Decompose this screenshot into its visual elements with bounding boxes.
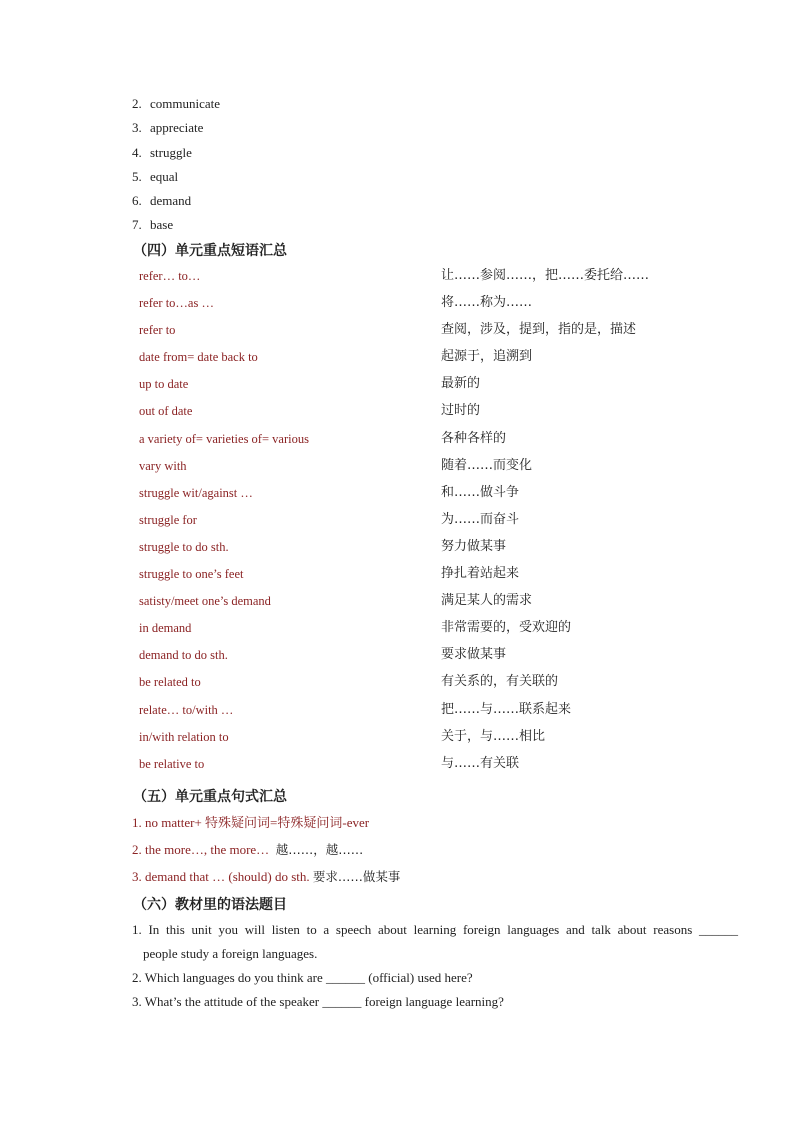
phrase-english: a variety of= varieties of= various — [139, 431, 309, 446]
sentence-pattern-english: 2. the more…, the more… — [132, 842, 270, 857]
list-item — [132, 167, 220, 191]
phrase-english: satisty/meet one’s demand — [139, 594, 271, 609]
item-number: 3. — [132, 120, 142, 136]
phrase-english: in demand — [139, 621, 192, 636]
phrase-row — [139, 726, 699, 753]
phrase-row — [139, 509, 699, 536]
item-word: equal — [150, 168, 179, 184]
phrase-chinese: 把……与……联系起来 — [441, 701, 572, 717]
phrase-row — [139, 428, 699, 455]
sentence-pattern-item — [132, 866, 400, 893]
phrase-chinese: 让……参阅……，把……委托给…… — [441, 268, 650, 283]
phrase-row — [139, 455, 699, 482]
phrase-row — [139, 563, 699, 590]
grammar-question-line: 2. Which languages do you think are ______ (official) used here? — [132, 970, 473, 985]
phrase-row — [139, 400, 699, 427]
phrase-english: be relative to — [139, 756, 205, 771]
item-number: 6. — [132, 193, 142, 209]
item-number: 7. — [132, 217, 142, 233]
sentence-pattern-english: 3. demand that … (should) do sth. — [132, 869, 310, 884]
phrase-english: struggle to do sth. — [139, 539, 229, 554]
item-number: 2. — [132, 96, 142, 111]
phrase-chinese: 将……称为…… — [441, 295, 533, 311]
phrase-english: be related to — [139, 675, 201, 690]
phrase-row — [139, 319, 699, 346]
phrase-row — [139, 699, 699, 726]
phrase-row — [139, 482, 699, 509]
phrase-english: struggle for — [139, 512, 197, 527]
sentence-pattern-item — [132, 839, 400, 866]
section-heading-phrases: （四）单元重点短语汇总 — [133, 243, 287, 259]
list-item — [132, 143, 220, 167]
phrase-chinese: 查阅，涉及，提到，指的是，描述 — [441, 322, 637, 338]
item-word: base — [150, 217, 174, 233]
phrase-chinese: 过时的 — [441, 403, 481, 419]
list-item — [132, 191, 220, 215]
phrase-english: refer to…as … — [139, 296, 214, 311]
phrase-chinese: 随着……而变化 — [441, 457, 533, 473]
sentence-pattern-chinese: 越……，越…… — [275, 842, 364, 857]
grammar-question-continuation: people study a foreign languages. — [143, 946, 318, 961]
section-heading-sentences: （五）单元重点句式汇总 — [133, 789, 287, 805]
phrase-row — [139, 753, 699, 780]
phrase-row — [139, 292, 699, 319]
phrase-chinese: 为……而奋斗 — [441, 511, 520, 527]
phrase-row — [139, 671, 699, 698]
phrase-row — [139, 536, 699, 563]
grammar-question-line: 1. In this unit you will listen to a speech about learning foreign languages and talk about reasons ______ — [132, 922, 738, 937]
numbered-word-list — [132, 94, 220, 240]
phrase-chinese: 非常需要的，受欢迎的 — [441, 620, 572, 636]
phrase-english: vary with — [139, 458, 187, 473]
phrase-english: refer… to… — [139, 269, 201, 283]
phrase-english: struggle to one’s feet — [139, 567, 244, 582]
list-item — [132, 215, 220, 239]
phrase-row — [139, 346, 699, 373]
phrase-row — [139, 590, 699, 617]
phrase-table — [139, 265, 699, 780]
phrase-english: up to date — [139, 377, 189, 392]
list-item — [132, 118, 220, 142]
phrase-chinese: 最新的 — [441, 376, 481, 392]
sentence-pattern-item — [132, 812, 400, 839]
phrase-chinese: 满足某人的需求 — [441, 593, 533, 609]
phrase-chinese: 关于，与……相比 — [441, 728, 546, 744]
phrase-chinese: 起源于，追溯到 — [441, 349, 533, 365]
item-number: 5. — [132, 168, 142, 184]
phrase-row — [139, 617, 699, 644]
item-word: communicate — [150, 96, 221, 111]
phrase-english: struggle wit/against … — [139, 485, 253, 500]
grammar-question-list — [132, 918, 738, 1014]
phrase-row — [139, 265, 699, 292]
phrase-chinese: 与……有关联 — [441, 755, 520, 771]
phrase-english: demand to do sth. — [139, 648, 228, 663]
phrase-row — [139, 373, 699, 400]
section-heading-grammar: （六）教材里的语法题目 — [133, 897, 287, 913]
sentence-pattern-english: 1. no matter+ 特殊疑问词=特殊疑问词-ever — [132, 815, 370, 830]
phrase-chinese: 有关系的，有关联的 — [441, 674, 559, 690]
phrase-row — [139, 644, 699, 671]
phrase-chinese: 各种各样的 — [441, 430, 507, 446]
phrase-english: relate… to/with … — [139, 702, 234, 717]
phrase-chinese: 挣扎着站起来 — [441, 566, 520, 582]
sentence-pattern-chinese: 要求……做某事 — [312, 869, 401, 884]
phrase-chinese: 和……做斗争 — [441, 484, 520, 500]
item-number: 4. — [132, 144, 142, 160]
item-word: appreciate — [150, 120, 204, 136]
item-word: struggle — [150, 144, 192, 160]
sentence-pattern-list — [132, 812, 400, 893]
item-word: demand — [150, 193, 192, 209]
list-item — [132, 94, 220, 118]
phrase-english: out of date — [139, 404, 193, 419]
grammar-question-line: 3. What’s the attitude of the speaker ______ foreign language learning? — [132, 994, 504, 1009]
phrase-chinese: 努力做某事 — [441, 538, 507, 554]
phrase-english: refer to — [139, 323, 176, 338]
phrase-english: in/with relation to — [139, 729, 229, 744]
phrase-chinese: 要求做某事 — [441, 647, 507, 663]
phrase-english: date from= date back to — [139, 350, 258, 365]
